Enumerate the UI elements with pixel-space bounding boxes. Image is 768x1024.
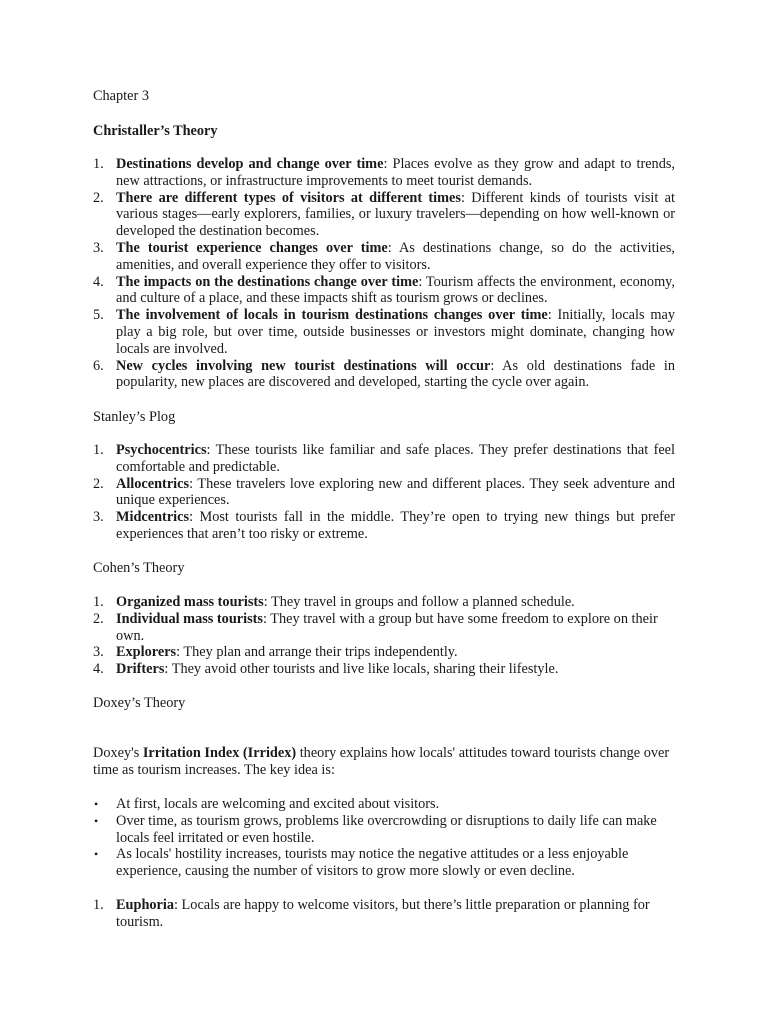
list-item: 2. Allocentrics: These travelers love exploring new and different places. They seek adventure and unique experiences.	[93, 475, 675, 509]
cohen-list	[93, 594, 675, 678]
list-item: 6. New cycles involving new tourist destinations will occur: As old destinations fade in popularity, new places are discovered and developed, starting the cycle over again.	[93, 357, 676, 391]
cohen-heading: Cohen’s Theory	[93, 560, 185, 576]
list-item: 2. Individual mass tourists: They travel with a group but have some freedom to explore on their own.	[93, 610, 658, 644]
list-item: • Over time, as tourism grows, problems like overcrowding or disruptions to daily life can make locals feel irritated or even hostile.	[94, 812, 657, 846]
list-item: 1. Organized mass tourists: They travel in groups and follow a planned schedule.	[93, 594, 575, 610]
doxey-bullets	[93, 796, 675, 880]
christaller-list	[93, 156, 675, 391]
christaller-heading: Christaller’s Theory	[93, 123, 218, 139]
doxey-stages-list	[93, 897, 675, 931]
chapter-label: Chapter 3	[93, 88, 149, 104]
plog-heading: Stanley’s Plog	[93, 409, 176, 425]
list-item: 4. Drifters: They avoid other tourists and live like locals, sharing their lifestyle.	[93, 661, 559, 678]
list-item: • As locals' hostility increases, tourists may notice the negative attitudes or a less enjoyable experience, causing the number of visitors to grow more slowly or even decline.	[94, 846, 629, 880]
list-item: 3. Midcentrics: Most tourists fall in the middle. They’re open to trying new things but prefer experiences that aren’t too risky or extreme.	[93, 509, 675, 542]
list-item: 3. Explorers: They plan and arrange their trips independently.	[93, 644, 458, 661]
list-item: 5. The involvement of locals in tourism destinations changes over time: Initially, locals may play a big role, but over time, outside businesses or investors might dominate, changing how locals are involved.	[93, 307, 675, 357]
list-item: 2. There are different types of visitors at different times: Different kinds of tourists visit at various stages—early explorers, families, or luxury travelers—depending on how well-known or developed the destination becomes.	[93, 189, 675, 240]
list-item: 1. Euphoria: Locals are happy to welcome visitors, but there’s little preparation or planning for tourism.	[93, 897, 650, 930]
list-item: • At first, locals are welcoming and excited about visitors.	[94, 796, 440, 812]
list-item: 3. The tourist experience changes over time: As destinations change, so do the activities, amenities, and overall experience they offer to visitors.	[93, 239, 675, 273]
doxey-heading: Doxey’s Theory	[93, 695, 186, 711]
list-item: 1. Psychocentrics: These tourists like familiar and safe places. They prefer destinations that feel comfortable and predictable.	[93, 442, 675, 475]
plog-list	[93, 442, 675, 543]
doxey-intro: Doxey's Irritation Index (Irridex) theory explains how locals' attitudes toward tourists change over time as tourism increases. The key idea is:	[93, 745, 670, 778]
list-item: 4. The impacts on the destinations change over time: Tourism affects the environment, economy, and culture of a place, and these impacts shift as tourism grows or declines.	[93, 273, 675, 307]
list-item: 1. Destinations develop and change over time: Places evolve as they grow and adapt to trends, new attractions, or infrastructure improvements to meet tourist demands.	[93, 156, 675, 189]
